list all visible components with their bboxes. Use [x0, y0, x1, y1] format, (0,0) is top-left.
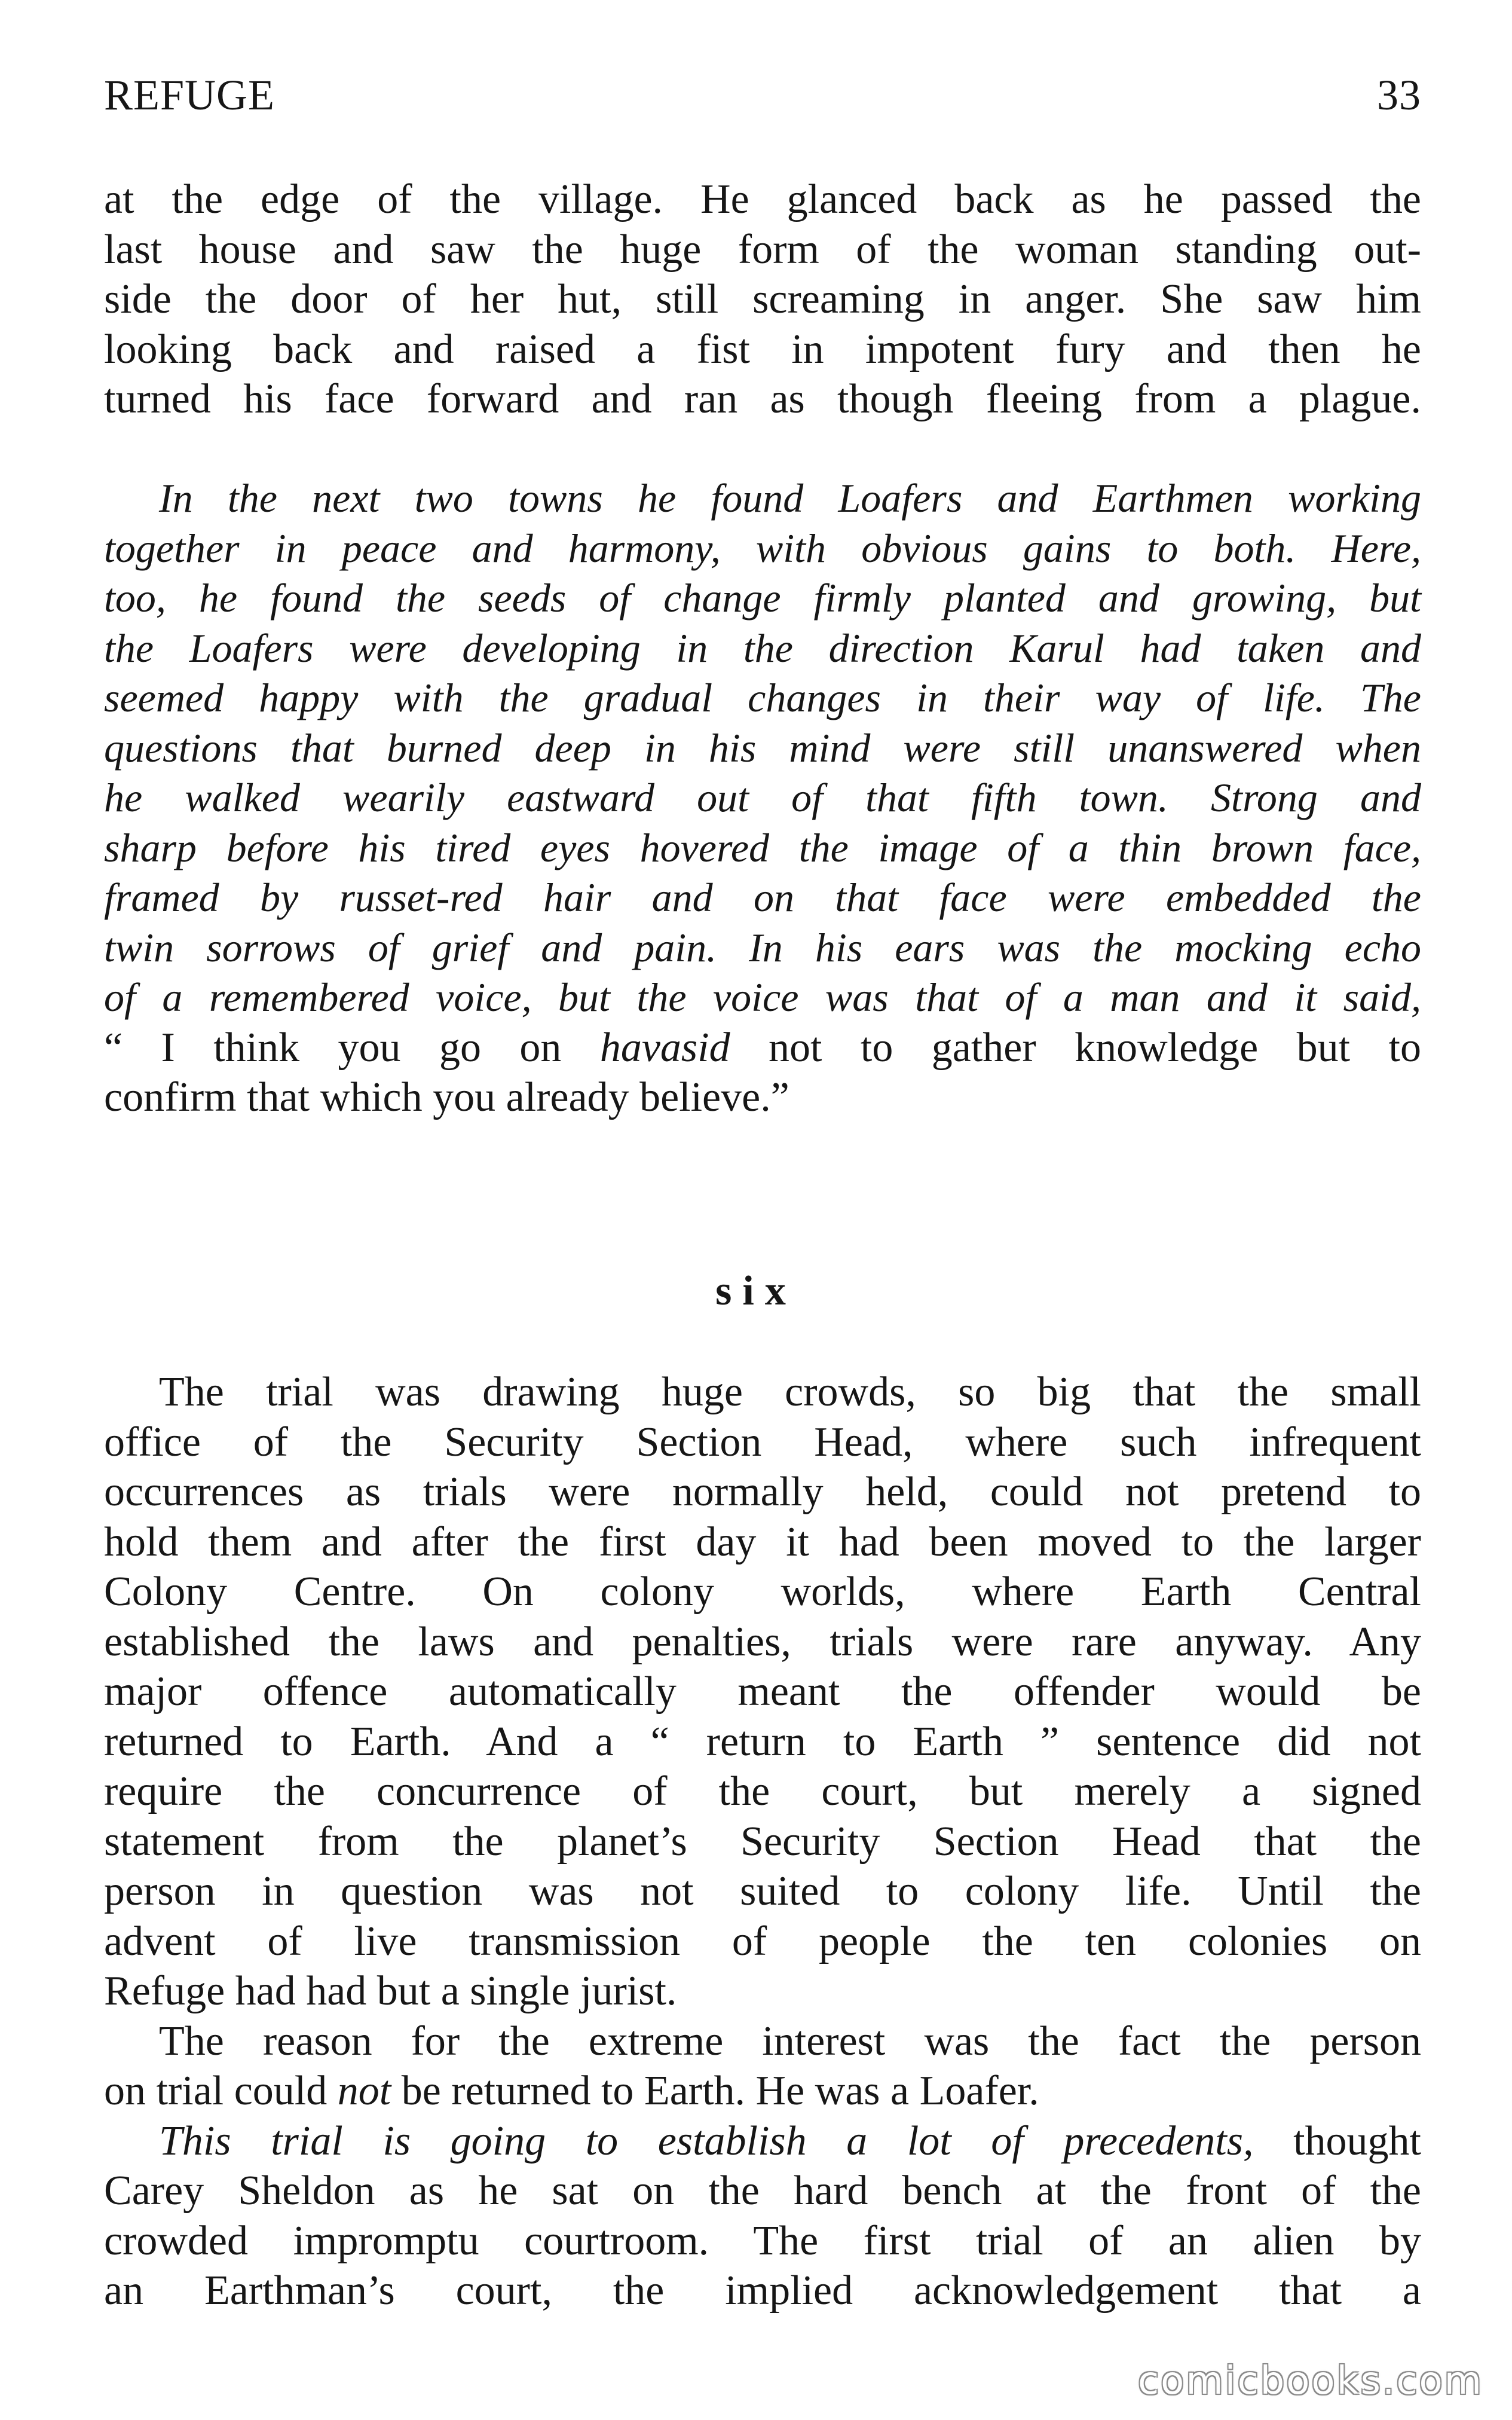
- book-title: REFUGE: [104, 71, 276, 119]
- italic-thought: This trial is going to establish a lot of precedents,: [159, 2118, 1254, 2164]
- text-segment: on trial could: [104, 2068, 338, 2114]
- text-line: an Earthman’s court, the implied acknowledgement that a: [104, 2268, 1421, 2314]
- text-line: hold them and after the first day it had been moved to the larger: [104, 1518, 1421, 1565]
- text-line: side the door of her hut, still screaming in anger. She saw him: [104, 276, 1421, 322]
- text-line: framed by russet-red hair and on that face were embedded the: [104, 875, 1421, 920]
- italic-passage: [104, 473, 1421, 1123]
- text-line: sharp before his tired eyes hovered the image of a thin brown face,: [104, 824, 1421, 870]
- quote-italic-word: havasid: [599, 1024, 730, 1071]
- text-line: together in peace and harmony, with obvious gains to both. Here,: [104, 525, 1421, 571]
- text-line: too, he found the seeds of change firmly planted and growing, but: [104, 575, 1421, 621]
- text-line: office of the Security Section Head, where such infrequent: [104, 1419, 1421, 1465]
- italic-word: not: [337, 2068, 391, 2114]
- quote-text: “ I think you go on: [104, 1024, 600, 1071]
- text-segment: thought: [1253, 2118, 1421, 2164]
- text-line: Carey Sheldon as he sat on the hard bench at the front of the: [104, 2168, 1421, 2214]
- text-line: he walked wearily eastward out of that fifth town. Strong and: [104, 775, 1421, 820]
- watermark: comicbooks.com: [1137, 2359, 1483, 2403]
- quote-line: [104, 1023, 1421, 1073]
- text-line: Refuge had had but a single jurist.: [104, 1968, 677, 2014]
- text-line: [104, 2066, 1421, 2116]
- text-line: last house and saw the huge form of the woman standing out-: [104, 226, 1421, 273]
- chapter-heading: six: [715, 1268, 797, 1314]
- text-line: In the next two towns he found Loafers and Earthmen working: [159, 475, 1421, 521]
- text-line: major offence automatically meant the offender would be: [104, 1669, 1421, 1715]
- text-line: statement from the planet’s Security Section Head that the: [104, 1818, 1421, 1865]
- text-line: twin sorrows of grief and pain. In his ears was the mocking echo: [104, 924, 1421, 970]
- text-line: The trial was drawing huge crowds, so big that the small: [159, 1369, 1421, 1415]
- text-line: turned his face forward and ran as though fleeing from a plague.: [104, 376, 1421, 422]
- text-line: Colony Centre. On colony worlds, where Earth Central: [104, 1569, 1421, 1615]
- text-line: require the concurrence of the court, but merely a signed: [104, 1768, 1421, 1814]
- text-line: confirm that which you already believe.”: [104, 1074, 789, 1120]
- text-line: established the laws and penalties, trials were rare anyway. Any: [104, 1618, 1421, 1665]
- text-line: returned to Earth. And a “ return to Earth ” sentence did not: [104, 1718, 1421, 1765]
- text-line: crowded impromptu courtroom. The first trial of an alien by: [104, 2217, 1421, 2264]
- text-line: at the edge of the village. He glanced back as he passed the: [104, 176, 1421, 222]
- quote-text: not to gather knowledge but to: [730, 1024, 1421, 1071]
- text-line: questions that burned deep in his mind were still unanswered when: [104, 725, 1421, 771]
- text-line: seemed happy with the gradual changes in their way of life. The: [104, 675, 1421, 720]
- text-line: person in question was not suited to colony life. Until the: [104, 1868, 1421, 1914]
- text-line: occurrences as trials were normally held, could not pretend to: [104, 1469, 1421, 1515]
- paragraph-continuation: [104, 175, 1421, 424]
- text-line: of a remembered voice, but the voice was that of a man and it said,: [104, 974, 1421, 1020]
- text-segment: be returned to Earth. He was a Loafer.: [391, 2068, 1039, 2114]
- text-line: the Loafers were developing in the direction Karul had taken and: [104, 625, 1421, 671]
- running-header: [104, 71, 1421, 130]
- chapter-paragraph: [104, 1367, 1421, 2316]
- text-line: advent of live transmission of people the ten colonies on: [104, 1918, 1421, 1964]
- text-line: [104, 2116, 1421, 2167]
- page-number: 33: [1377, 71, 1421, 119]
- text-line: The reason for the extreme interest was the fact the person: [159, 2018, 1421, 2064]
- text-line: looking back and raised a fist in impotent fury and then he: [104, 326, 1421, 372]
